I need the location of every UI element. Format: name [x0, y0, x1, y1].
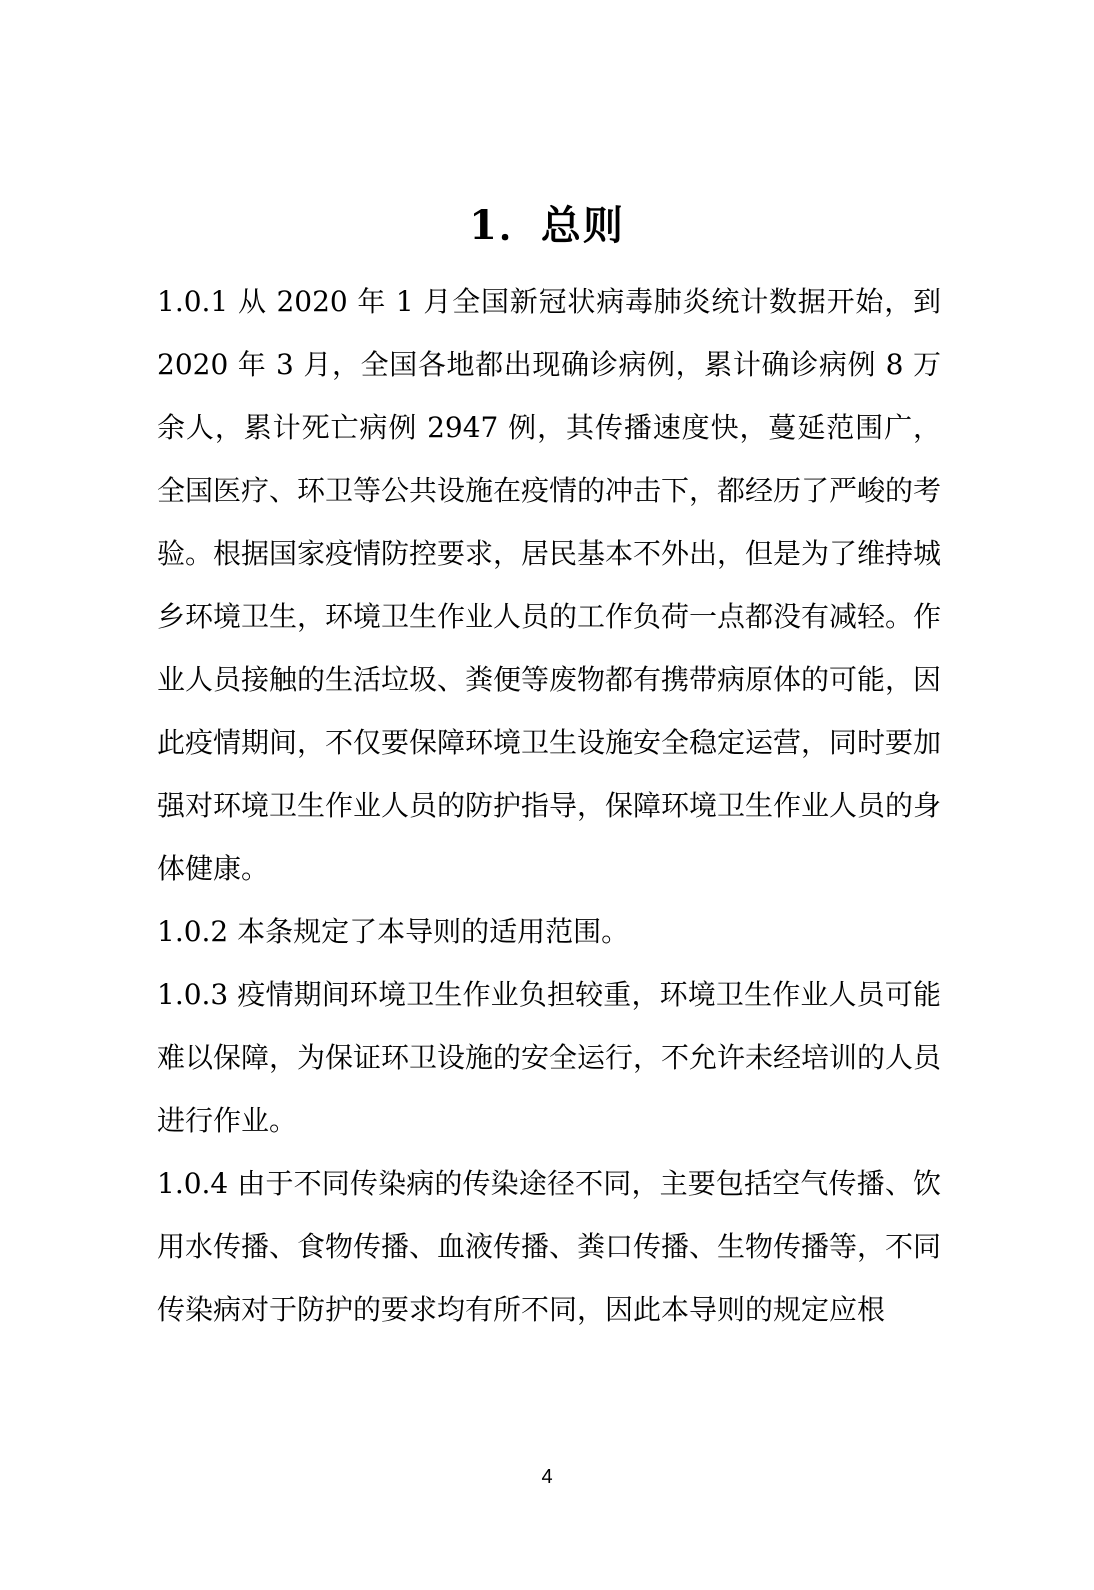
section-title: 1．总则 [469, 202, 625, 249]
page-number: 4 [541, 1466, 553, 1488]
paragraph-1-0-4: 1.0.4 由于不同传染病的传染途径不同，主要包括空气传播、饮用水传播、食物传播、血液传播、粪口传播、生物传播等，不同传染病对于防护的要求均有所不同，因此本导则的规定应根 [157, 1167, 942, 1326]
body-text [157, 270, 941, 1341]
paragraph-1-0-1: 1.0.1 从 2020 年 1 月全国新冠状病毒肺炎统计数据开始，到 2020 年 3 月，全国各地都出现确诊病例，累计确诊病例 8 万余人，累计死亡病例 2947 例，其传播速度快，蔓延范围广，全国医疗、环卫等公共设施在疫情的冲击下，都经历了严峻的考验。根据国家疫情防控要求，居民基本不外出，但是为了维持城乡环境卫生，环境卫生作业人员的工作负荷一点都没有减轻。作业人员接触的生活垃圾、粪便等废物都有携带病原体的可能，因此疫情期间，不仅要保障环境卫生设施安全稳定运营，同时要加强对环境卫生作业人员的防护指导，保障环境卫生作业人员的身体健康。 [157, 285, 942, 885]
paragraph-1-0-3: 1.0.3 疫情期间环境卫生作业负担较重，环境卫生作业人员可能难以保障，为保证环卫设施的安全运行，不允许未经培训的人员进行作业。 [157, 978, 942, 1137]
paragraph-1-0-2: 1.0.2 本条规定了本导则的适用范围。 [157, 915, 630, 948]
